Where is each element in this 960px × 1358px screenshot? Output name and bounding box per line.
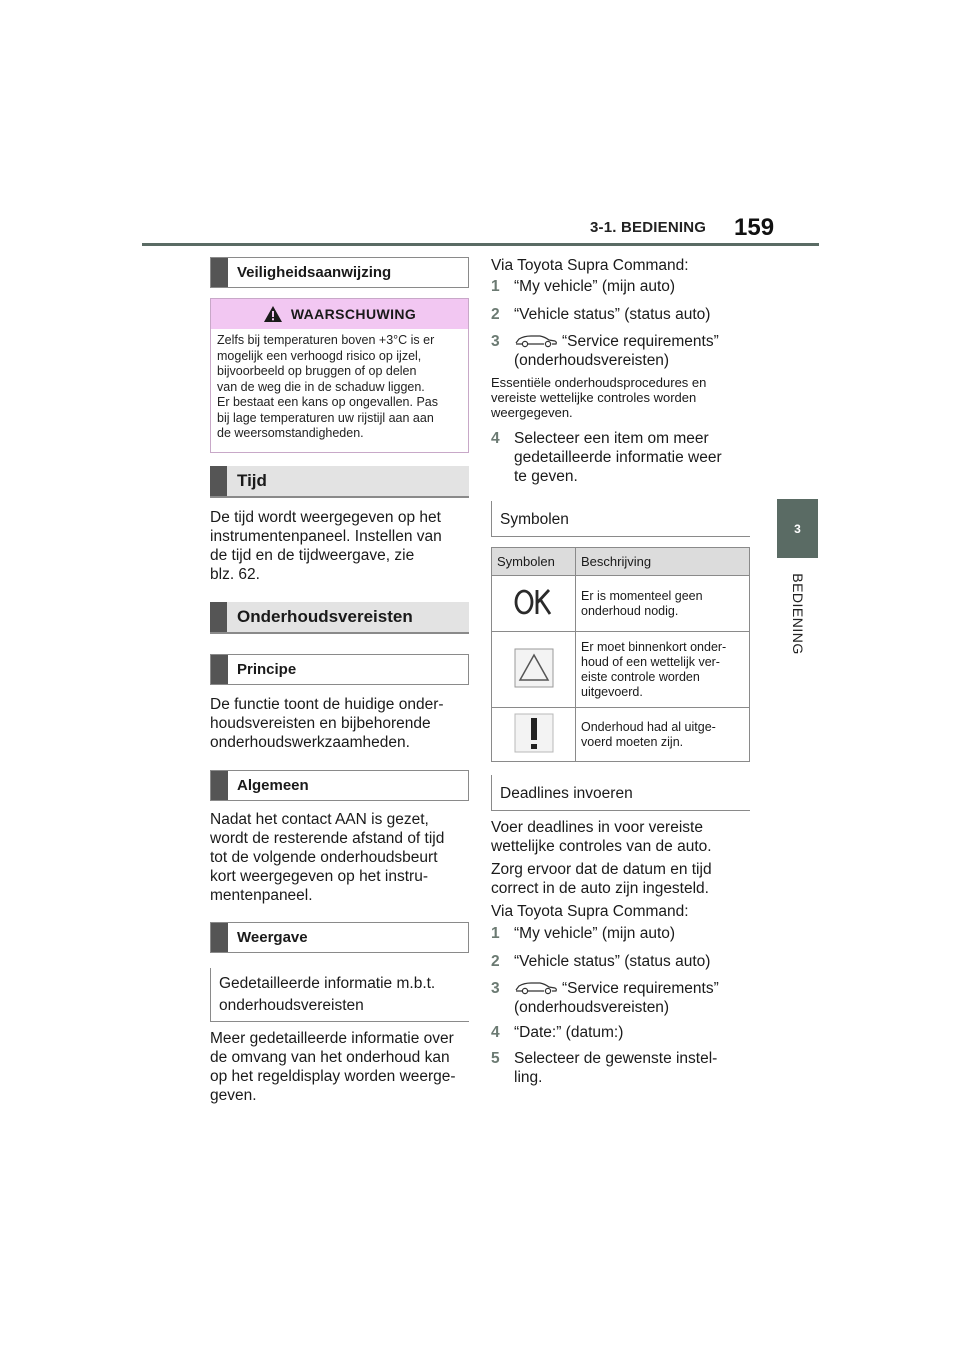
table-cell-description: Er is momenteel geen onderhoud nodig. (576, 576, 750, 632)
symbols-table (491, 547, 750, 762)
table-header: Symbolen (492, 548, 576, 576)
step-1: 1 “My vehicle” (mijn auto) (491, 278, 676, 295)
heading-marker (211, 923, 228, 952)
table-cell-description: Onderhoud had al uitge- voerd moeten zijn. (576, 708, 750, 762)
heading-marker (210, 466, 227, 496)
ok-icon (513, 584, 555, 620)
step-4: 4 Selecteer een item om meer gedetailleerde informatie weer te geven. (491, 430, 722, 485)
section-reference: 3-1. BEDIENING (590, 219, 707, 236)
table-header: Beschrijving (576, 548, 750, 576)
step-2: 2 “Vehicle status” (status auto) (491, 306, 711, 323)
deadlines-paragraph-2: Zorg ervoor dat de datum en tijd correct in de auto zijn ingesteld. (491, 861, 712, 897)
warning-icon (263, 305, 283, 323)
principle-paragraph: De functie toont de huidige onder- houdsvereisten en bijbehorende onderhoudswerkzaamheden. (210, 696, 444, 751)
deadline-step-4: 4 “Date:” (datum:) (491, 1024, 624, 1041)
warning-text: Zelfs bij temperaturen boven +3°C is er mogelijk een verhoogd risico op ijzel, bijvoorbeeld op bruggen of op delen van de weg die in de schaduw liggen. Er bestaat een kans op ongevallen. Pas bij lage temperaturen uw rijstijl aan aan de weersomstandigheden. (217, 333, 438, 440)
time-heading (210, 466, 469, 498)
detail-info-box: Gedetailleerde informatie m.b.t. onderhoudsvereisten (210, 968, 469, 1022)
general-heading-text: Algemeen (237, 777, 309, 794)
maintenance-heading-text: Onderhoudsvereisten (237, 607, 413, 626)
table-row (492, 708, 750, 762)
car-icon (514, 332, 558, 348)
deadlines-paragraph-1: Voer deadlines in voor vereiste wettelijke controles van de auto. (491, 819, 712, 855)
table-cell-icon (492, 632, 576, 708)
table-row (492, 576, 750, 632)
deadlines-box: Deadlines invoeren (491, 775, 750, 811)
table-cell-icon (492, 708, 576, 762)
exclamation-icon (513, 712, 555, 754)
triangle-icon (513, 647, 555, 689)
deadline-step-1: 1 “My vehicle” (mijn auto) (491, 925, 676, 942)
principle-heading (210, 654, 469, 685)
step-3: 3 “Service requirements” (onderhoudsvereisten) (491, 333, 719, 369)
heading-marker (211, 655, 228, 684)
display-heading-text: Weergave (237, 929, 308, 946)
time-paragraph: De tijd wordt weergegeven op het instrumentenpaneel. Instellen van de tijd en de tijdweergave, zie blz. 62. (210, 509, 442, 583)
general-paragraph: Nadat het contact AAN is gezet, wordt de resterende afstand of tijd tot de volgende onderhoudsbeurt kort weergegeven op het instru- mentenpaneel. (210, 811, 445, 904)
note-paragraph: Essentiële onderhoudsprocedures en vereiste wettelijke controles worden weergegeven. (491, 375, 707, 420)
heading-marker (210, 602, 227, 632)
deadline-step-3: 3 “Service requirements” (onderhoudsvereisten) (491, 980, 719, 1016)
page-number: 159 (734, 214, 775, 241)
warning-label: WAARSCHUWING (290, 306, 417, 322)
warning-header (211, 299, 468, 329)
heading-marker (211, 258, 228, 287)
display-heading (210, 922, 469, 953)
symbols-box: Symbolen (491, 501, 750, 537)
chapter-side-label: BEDIENING (790, 573, 806, 655)
principle-heading-text: Principe (237, 661, 297, 678)
table-cell-description: Er moet binnenkort onder- houd of een wettelijk ver- eiste controle worden uitgevoerd. (576, 632, 750, 708)
time-heading-text: Tijd (237, 471, 267, 490)
safety-heading (210, 257, 469, 288)
warning-box (210, 298, 469, 453)
table-cell-icon (492, 576, 576, 632)
heading-marker (211, 771, 228, 800)
deadline-step-2: 2 “Vehicle status” (status auto) (491, 953, 711, 970)
general-heading (210, 770, 469, 801)
chapter-tab: 3 (777, 499, 818, 558)
table-row (492, 632, 750, 708)
safety-heading-text: Veiligheidsaanwijzing (237, 264, 392, 281)
header-rule (142, 243, 819, 246)
deadline-step-5: 5 Selecteer de gewenste instel- ling. (491, 1050, 718, 1086)
table-header-row (492, 548, 750, 576)
maintenance-heading (210, 602, 469, 634)
via-command-1: Via Toyota Supra Command: (491, 257, 689, 274)
detail-paragraph: Meer gedetailleerde informatie over de omvang van het onderhoud kan op het regeldisplay worden weerge- geven. (210, 1030, 456, 1104)
via-command-2: Via Toyota Supra Command: (491, 903, 689, 920)
car-icon (514, 979, 558, 995)
